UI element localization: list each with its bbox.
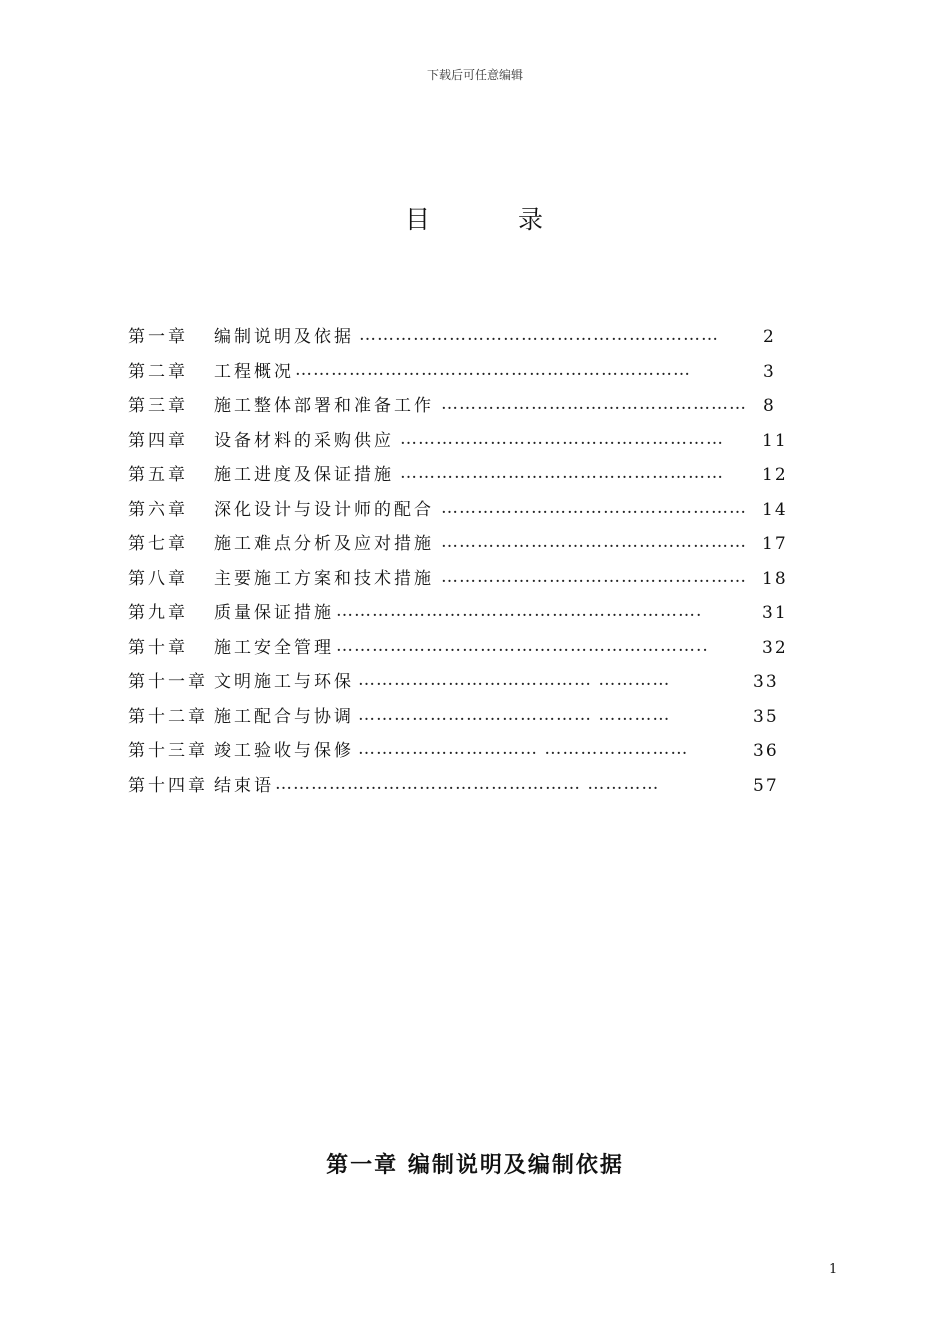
toc-entry-title: 工程概况 [214, 361, 294, 382]
toc-leader: ……………………………………………… [400, 463, 724, 483]
toc-leader: …………………………………………… [441, 497, 747, 518]
toc-entry-title: 结束语 [214, 775, 274, 796]
toc-leader: …………………………………………… [441, 532, 747, 552]
toc-leader: ………………………………… ………… [358, 704, 671, 725]
toc-chapter: 第十章 [128, 637, 188, 658]
table-of-contents [128, 322, 788, 805]
toc-entry-title: 施工难点分析及应对措施 [214, 534, 434, 554]
page-number: 1 [829, 1262, 838, 1277]
toc-chapter: 第九章 [128, 603, 188, 623]
toc-leader: ……………………………………………………. [336, 601, 703, 621]
toc-title [0, 200, 950, 236]
toc-entry[interactable] [128, 495, 788, 530]
toc-page-number: 3 [763, 361, 776, 382]
toc-page-number: 8 [763, 396, 776, 416]
toc-entry-title: 施工安全管理 [214, 637, 334, 658]
toc-chapter: 第四章 [128, 430, 188, 451]
toc-leader: ………………………………… ………… [358, 670, 671, 690]
toc-chapter: 第二章 [128, 361, 188, 382]
toc-page-number: 11 [762, 430, 788, 451]
toc-entry-title: 主要施工方案和技术措施 [214, 568, 434, 589]
toc-entry[interactable] [128, 322, 788, 357]
toc-leader: ………………………………………………………… [295, 359, 691, 380]
toc-entry[interactable] [128, 529, 788, 564]
toc-page-number: 18 [762, 568, 788, 589]
toc-page-number: 32 [762, 637, 788, 658]
toc-title-char-1: 目 [404, 205, 432, 234]
toc-entry[interactable] [128, 460, 788, 495]
toc-chapter: 第三章 [128, 396, 188, 416]
toc-entry[interactable] [128, 391, 788, 426]
toc-page-number: 57 [753, 775, 779, 796]
toc-page-number: 12 [762, 465, 788, 485]
toc-page-number: 17 [762, 534, 788, 554]
toc-entry-title: 施工配合与协调 [214, 706, 354, 727]
toc-page-number: 33 [753, 672, 779, 692]
toc-entry[interactable] [128, 667, 788, 702]
toc-title-char-2: 录 [518, 205, 546, 234]
toc-page-number: 2 [763, 327, 776, 347]
toc-entry-title: 竣工验收与保修 [214, 741, 354, 761]
toc-page-number: 36 [753, 741, 779, 761]
toc-entry[interactable] [128, 357, 788, 392]
toc-entry-title: 施工整体部署和准备工作 [214, 396, 434, 416]
toc-leader: ………………………… …………………… [358, 739, 689, 759]
toc-entry-title: 施工进度及保证措施 [214, 465, 394, 485]
toc-leader: …………………………………………… [441, 394, 747, 414]
toc-leader: …………………………………………………….. [336, 635, 709, 656]
toc-entry-title: 设备材料的采购供应 [214, 430, 394, 451]
toc-leader: …………………………………………… ………… [275, 773, 660, 794]
toc-leader: …………………………………………………… [359, 325, 719, 345]
toc-entry[interactable] [128, 564, 788, 599]
toc-entry-title: 深化设计与设计师的配合 [214, 499, 434, 520]
toc-chapter: 第八章 [128, 568, 188, 589]
toc-leader: ……………………………………………… [400, 428, 724, 449]
toc-chapter: 第十四章 [128, 775, 208, 796]
toc-entry[interactable] [128, 598, 788, 633]
toc-entry[interactable] [128, 702, 788, 737]
toc-chapter: 第六章 [128, 499, 188, 520]
toc-chapter: 第七章 [128, 534, 188, 554]
toc-chapter: 第五章 [128, 465, 188, 485]
toc-entry[interactable] [128, 633, 788, 668]
toc-chapter: 第十三章 [128, 741, 208, 761]
toc-entry[interactable] [128, 426, 788, 461]
toc-page-number: 35 [753, 706, 779, 727]
toc-chapter: 第十一章 [128, 672, 208, 692]
toc-entry-title: 编制说明及依据 [214, 327, 354, 347]
toc-entry-title: 文明施工与环保 [214, 672, 354, 692]
header-note: 下载后可任意编辑 [426, 68, 523, 82]
toc-entry[interactable] [128, 736, 788, 771]
toc-leader: …………………………………………… [441, 566, 747, 587]
toc-chapter: 第十二章 [128, 706, 208, 727]
chapter-heading: 第一章 编制说明及编制依据 [326, 1152, 624, 1178]
toc-page-number: 31 [762, 603, 788, 623]
toc-page-number: 14 [762, 499, 788, 520]
toc-chapter: 第一章 [128, 327, 188, 347]
toc-entry[interactable] [128, 771, 788, 806]
toc-entry-title: 质量保证措施 [214, 603, 334, 623]
